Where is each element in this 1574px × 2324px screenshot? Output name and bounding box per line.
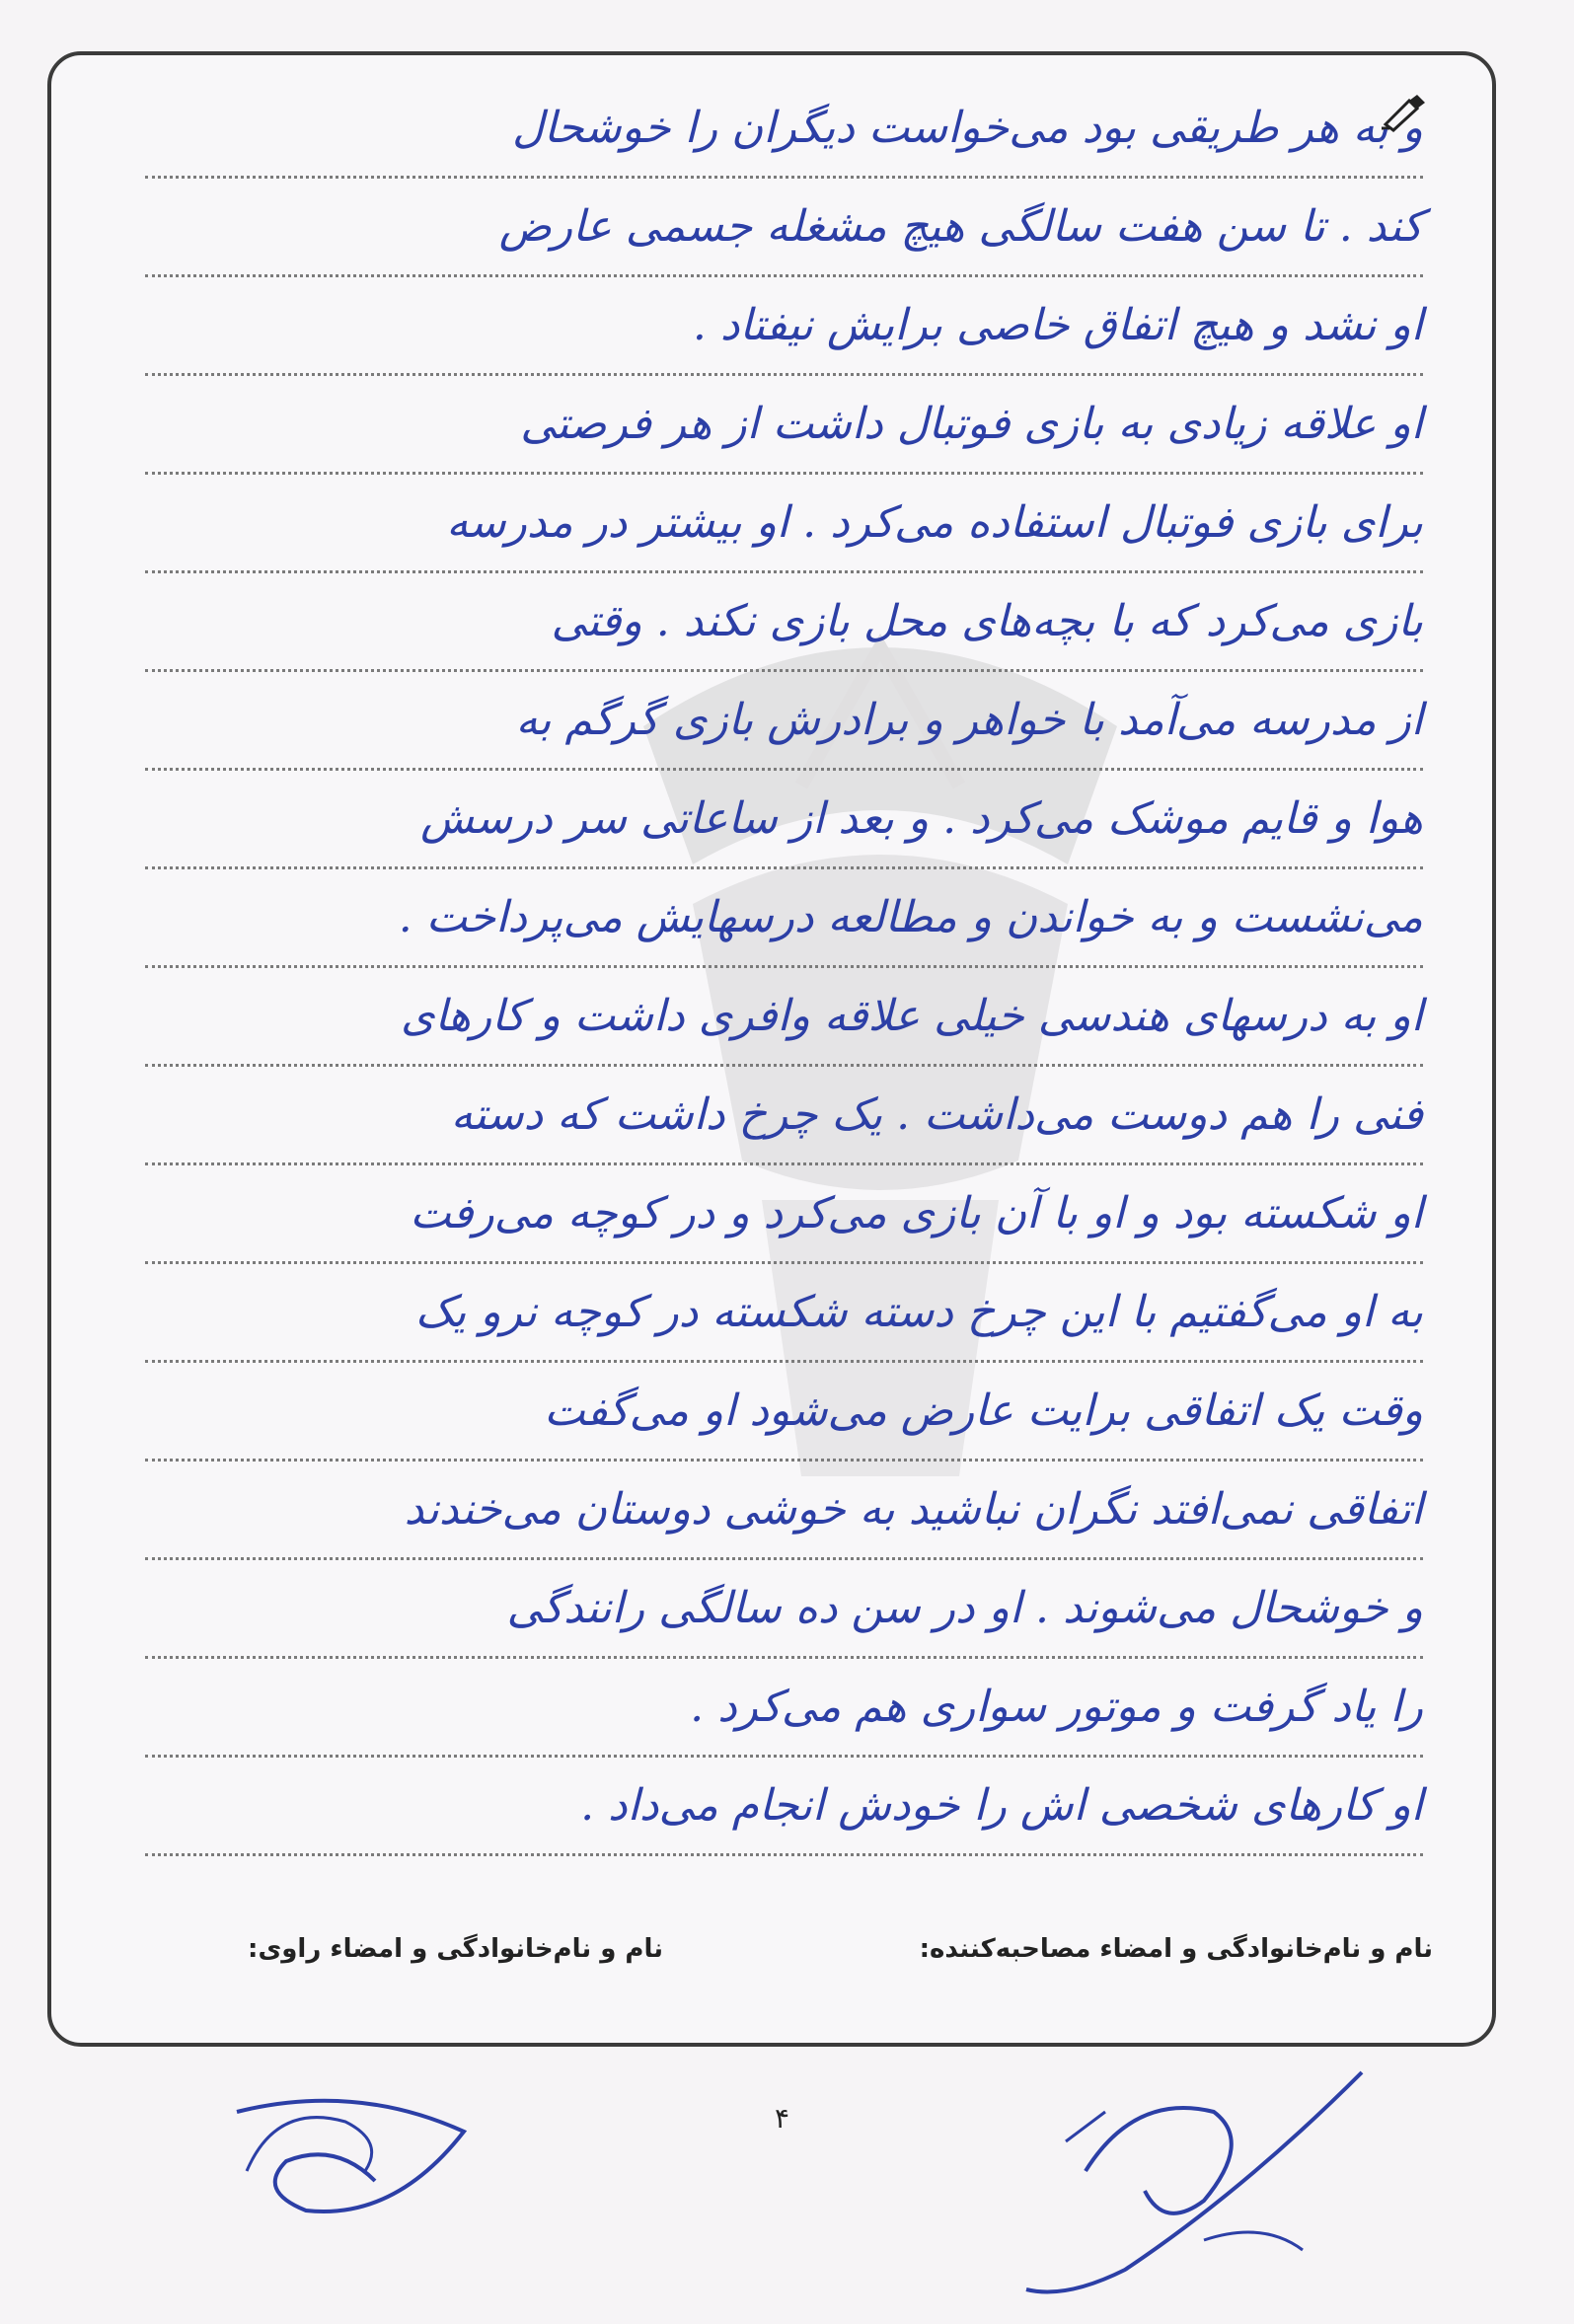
text-line: و به هر طریقی بود می‌خواست دیگران را خوشحال [145, 85, 1423, 179]
text-line: او شکسته بود و او با آن بازی می‌کرد و در کوچه می‌رفت [145, 1170, 1423, 1264]
text-line: هوا و قایم موشک می‌کرد . و بعد از ساعاتی سر درسش [145, 776, 1423, 869]
text-line: می‌نشست و به خواندن و مطالعه درسهایش می‌پرداخت . [145, 874, 1423, 968]
text-line: او علاقه زیادی به بازی فوتبال داشت از هر فرصتی [145, 381, 1423, 475]
text-line: بازی می‌کرد که با بچه‌های محل بازی نکند . وقتی [145, 578, 1423, 672]
form-frame [47, 51, 1496, 2047]
interviewer-signature-label: نام و نام‌خانوادگی و امضاء مصاحبه‌کننده: [919, 1934, 1433, 1964]
text-line: برای بازی فوتبال استفاده می‌کرد . او بیشتر در مدرسه [145, 480, 1423, 573]
text-line: او به درسهای هندسی خیلی علاقه وافری داشت و کارهای [145, 973, 1423, 1067]
interviewer-signature [1007, 2053, 1421, 2319]
text-line: را یاد گرفت و موتور سواری هم می‌کرد . [145, 1664, 1423, 1758]
text-line: اتفاقی نمی‌افتد نگران نباشید به خوشی دوستان می‌خندند [145, 1466, 1423, 1560]
signature-labels [120, 1934, 1433, 1984]
text-line: از مدرسه می‌آمد با خواهر و برادرش بازی گرگم به [145, 677, 1423, 771]
narrator-signature [217, 2072, 493, 2240]
text-line: او نشد و هیچ اتفاق خاصی برایش نیفتاد . [145, 282, 1423, 376]
text-line: وقت یک اتفاقی برایت عارض می‌شود او می‌گفت [145, 1368, 1423, 1462]
narrator-signature-label: نام و نام‌خانوادگی و امضاء راوی: [248, 1934, 663, 1964]
text-line: فنی را هم دوست می‌داشت . یک چرخ داشت که دسته [145, 1072, 1423, 1165]
handwritten-text-area [145, 85, 1423, 1895]
text-line: و خوشحال می‌شوند . او در سن ده سالگی رانندگی [145, 1565, 1423, 1659]
text-line: کند . تا سن هفت سالگی هیچ مشغله جسمی عارض [145, 184, 1423, 277]
page-number: ۴ [775, 2102, 790, 2135]
text-line: او کارهای شخصی اش را خودش انجام می‌داد . [145, 1762, 1423, 1856]
text-line: به او می‌گفتیم با این چرخ دسته شکسته در کوچه نرو یک [145, 1269, 1423, 1363]
